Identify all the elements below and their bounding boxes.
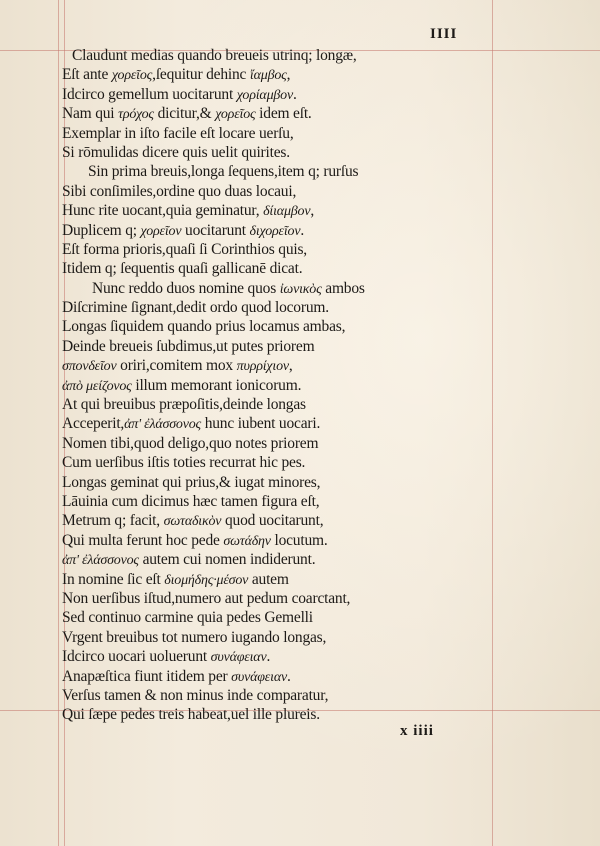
latin-text: autem bbox=[248, 570, 289, 588]
latin-text: At qui breuibus præpoſitis,deinde longas bbox=[62, 396, 306, 414]
signature-mark: x iiii bbox=[400, 723, 434, 739]
latin-text: Anapæſtica fiunt itidem per bbox=[62, 667, 232, 685]
greek-word: συνάφειαν bbox=[231, 669, 287, 685]
greek-word: ἀπ' ἐλάσσονος bbox=[62, 553, 139, 569]
latin-text: Duplicem q; bbox=[62, 221, 141, 239]
greek-word: διομήδης·μέσον bbox=[164, 572, 249, 588]
greek-word: χορεῖος bbox=[215, 107, 256, 123]
margin-rule-left bbox=[58, 0, 59, 846]
latin-text: locutum. bbox=[270, 531, 328, 549]
text-line bbox=[62, 143, 502, 162]
latin-text: ambos bbox=[321, 279, 365, 297]
text-line bbox=[62, 492, 502, 511]
text-line bbox=[62, 240, 502, 259]
latin-text: Metrum q; facit, bbox=[62, 512, 164, 530]
latin-text: Hunc rite uocant,quia geminatur, bbox=[62, 202, 264, 220]
latin-text: Sibi conſimiles,ordine quo duas locaui, bbox=[62, 182, 297, 200]
folio-number: IIII bbox=[430, 26, 458, 42]
latin-text: autem cui nomen indiderunt. bbox=[138, 551, 316, 569]
latin-text: Exemplar in iſto facile eſt locare uerſu, bbox=[62, 124, 294, 142]
latin-text: Nunc reddo duos nomine quos bbox=[92, 279, 280, 297]
latin-text: Idcirco gemellum uocitarunt bbox=[62, 85, 237, 103]
latin-text: . bbox=[266, 648, 271, 666]
latin-text: idem eſt. bbox=[255, 105, 312, 123]
text-line bbox=[62, 473, 502, 492]
text-line bbox=[62, 550, 502, 569]
latin-text: Nam qui bbox=[62, 105, 119, 123]
text-line bbox=[62, 570, 502, 589]
latin-text: Si rōmulidas dicere quis uelit quirites. bbox=[62, 143, 290, 161]
latin-text: Acceperit, bbox=[62, 415, 125, 433]
latin-text: Eſt forma prioris,quaſi ſi Corinthios quis, bbox=[62, 240, 307, 258]
latin-text: . bbox=[293, 85, 297, 103]
latin-text: uocitarunt bbox=[181, 221, 250, 239]
text-line bbox=[62, 667, 502, 686]
greek-word: χορεῖον bbox=[140, 223, 182, 239]
text-line bbox=[62, 453, 502, 472]
text-line bbox=[62, 395, 502, 414]
text-line bbox=[62, 628, 502, 647]
latin-text: Qui ſæpe pedes treis habeat,uel ille plureis. bbox=[62, 706, 320, 724]
latin-text: Vrgent breuibus tot numero iugando longas, bbox=[62, 628, 327, 646]
text-line bbox=[62, 337, 502, 356]
text-line bbox=[62, 298, 502, 317]
text-line bbox=[62, 356, 502, 375]
latin-text: Nomen tibi,quod deligo,quo notes priorem bbox=[62, 434, 319, 452]
text-line bbox=[62, 85, 502, 104]
greek-word: σωτάδην bbox=[223, 533, 271, 549]
text-line bbox=[62, 201, 502, 220]
text-line bbox=[62, 511, 502, 530]
greek-word: τρόχος bbox=[118, 107, 154, 123]
text-line bbox=[62, 162, 502, 181]
latin-text: Cum uerſibus iſtis toties recurrat hic pes. bbox=[62, 454, 306, 472]
text-line bbox=[62, 259, 502, 278]
greek-word: σπονδεῖον bbox=[62, 359, 117, 375]
text-line bbox=[62, 104, 502, 123]
latin-text: Qui multa ferunt hoc pede bbox=[62, 531, 224, 549]
greek-word: δίιαμβον bbox=[263, 204, 311, 220]
latin-text: Diſcrimine ſignant,dedit ordo quod locorum. bbox=[62, 299, 329, 317]
latin-text: , bbox=[288, 357, 293, 375]
greek-word: ἴαμβος bbox=[249, 68, 287, 84]
text-line bbox=[62, 608, 502, 627]
latin-text: Lāuinia cum dicimus hæc tamen figura eſt, bbox=[62, 492, 320, 510]
latin-text: , bbox=[310, 202, 315, 220]
latin-text: . bbox=[286, 667, 291, 685]
latin-text: dicitur,& bbox=[153, 105, 216, 123]
latin-text: hunc iubent uocari. bbox=[201, 415, 321, 433]
latin-text: Non uerſibus iſtud,numero aut pedum coarctant, bbox=[62, 589, 351, 607]
latin-text: quod uocitarunt, bbox=[221, 512, 324, 530]
text-line bbox=[62, 376, 502, 395]
latin-text: Claudunt medias quando breueis utrinq; longæ, bbox=[72, 47, 357, 64]
latin-text: . bbox=[300, 221, 305, 239]
latin-text: Longas geminat qui prius,& iugat minores, bbox=[62, 473, 321, 491]
greek-word: διχορεῖον bbox=[249, 223, 301, 239]
latin-text: illum memorant ionicorum. bbox=[131, 376, 302, 394]
text-line bbox=[62, 414, 502, 433]
latin-text: ,ſequitur dehinc bbox=[152, 66, 250, 84]
greek-word: χορίαμβον bbox=[236, 87, 293, 103]
latin-text: In nomine ſic eſt bbox=[62, 570, 165, 588]
latin-text: Longas ſiquidem quando prius locamus ambas, bbox=[62, 318, 346, 336]
latin-text: Verſus tamen & non minus inde comparatur, bbox=[62, 686, 329, 704]
text-line bbox=[62, 221, 502, 240]
latin-text: Sin prima breuis,longa ſequens,item q; rurſus bbox=[88, 163, 359, 181]
greek-word: χορεῖος bbox=[111, 68, 153, 84]
greek-word: σωταδικὸν bbox=[163, 514, 222, 530]
greek-word: ἀπὸ μείζονος bbox=[62, 378, 132, 394]
poem-text bbox=[62, 46, 502, 725]
latin-text: Idcirco uocari uoluerunt bbox=[62, 648, 211, 666]
text-line bbox=[62, 279, 502, 298]
text-line bbox=[62, 686, 502, 705]
latin-text: Sed continuo carmine quia pedes Gemelli bbox=[62, 609, 313, 627]
text-line bbox=[62, 589, 502, 608]
latin-text: Deinde breueis ſubdimus,ut putes priorem bbox=[62, 337, 315, 355]
text-line bbox=[62, 434, 502, 453]
text-line bbox=[62, 317, 502, 336]
greek-word: συνάφειαν bbox=[210, 650, 267, 666]
text-line bbox=[62, 705, 502, 724]
latin-text: , bbox=[286, 66, 291, 84]
latin-text: Itidem q; ſequentis quaſi gallicanē dicat. bbox=[62, 260, 303, 278]
text-line bbox=[62, 182, 502, 201]
text-line bbox=[62, 531, 502, 550]
greek-word: ἰωνικὸς bbox=[279, 281, 322, 297]
text-line bbox=[62, 65, 502, 84]
text-line bbox=[62, 124, 502, 143]
text-line bbox=[62, 46, 502, 65]
text-line bbox=[62, 647, 502, 666]
latin-text: oriri,comitem mox bbox=[116, 357, 237, 375]
greek-word: πυρρίχιον bbox=[236, 359, 289, 375]
latin-text: Eſt ante bbox=[62, 66, 112, 84]
greek-word: ἀπ' ἐλάσσονος bbox=[124, 417, 202, 433]
